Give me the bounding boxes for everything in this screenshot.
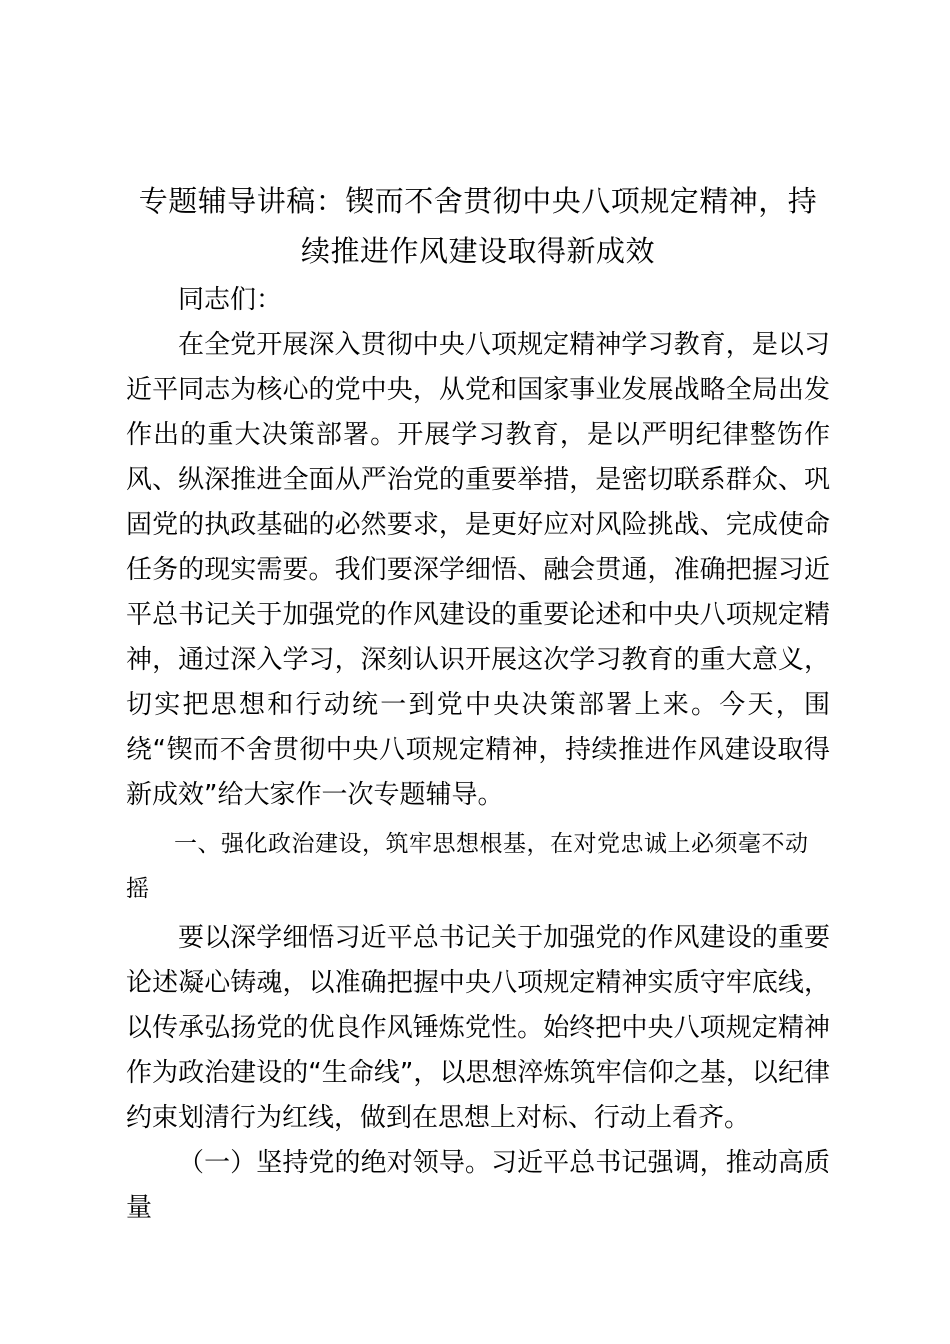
subsection-1-paragraph: （一）坚持党的绝对领导。习近平总书记强调，推动高质量 [126, 1148, 830, 1223]
document-title: 专题辅导讲稿：锲而不舍贯彻中央八项规定精神，持续推进作风建设取得新成效 [138, 184, 818, 268]
intro-paragraph: 在全党开展深入贯彻中央八项规定精神学习教育，是以习近平同志为核心的党中央，从党和国家事业发展战略全局出发作出的重大决策部署。开展学习教育，是以严明纪律整饬作风、纵深推进全面从严治党的重要举措，是密切联系群众、巩固党的执政基础的必然要求，是更好应对风险挑战、完成使命任务的现实需要。我们要深学细悟、融会贯通，准确把握习近平总书记关于加强党的作风建设的重要论述和中央八项规定精神，通过深入学习，深刻认识开展这次学习教育的重大意义，切实把思想和行动统一到党中央决策部署上来。今天，围绕“锲而不舍贯彻中央八项规定精神，持续推进作风建设取得新成效”给大家作一次专题辅导。 [126, 330, 830, 810]
section-1-paragraph: 要以深学细悟习近平总书记关于加强党的作风建设的重要论述凝心铸魂，以准确把握中央八项规定精神实质守牢底线，以传承弘扬党的优良作风锤炼党性。始终把中央八项规定精神作为政治建设的“生命线”，以思想淬炼筑牢信仰之基，以纪律约束划清行为红线，做到在思想上对标、行动上看齐。 [126, 923, 830, 1133]
salutation: 同志们： [178, 285, 283, 315]
document-page [126, 176, 830, 1231]
section-heading-1: 一、强化政治建设，筑牢思想根基，在对党忠诚上必须毫不动摇 [126, 831, 809, 902]
